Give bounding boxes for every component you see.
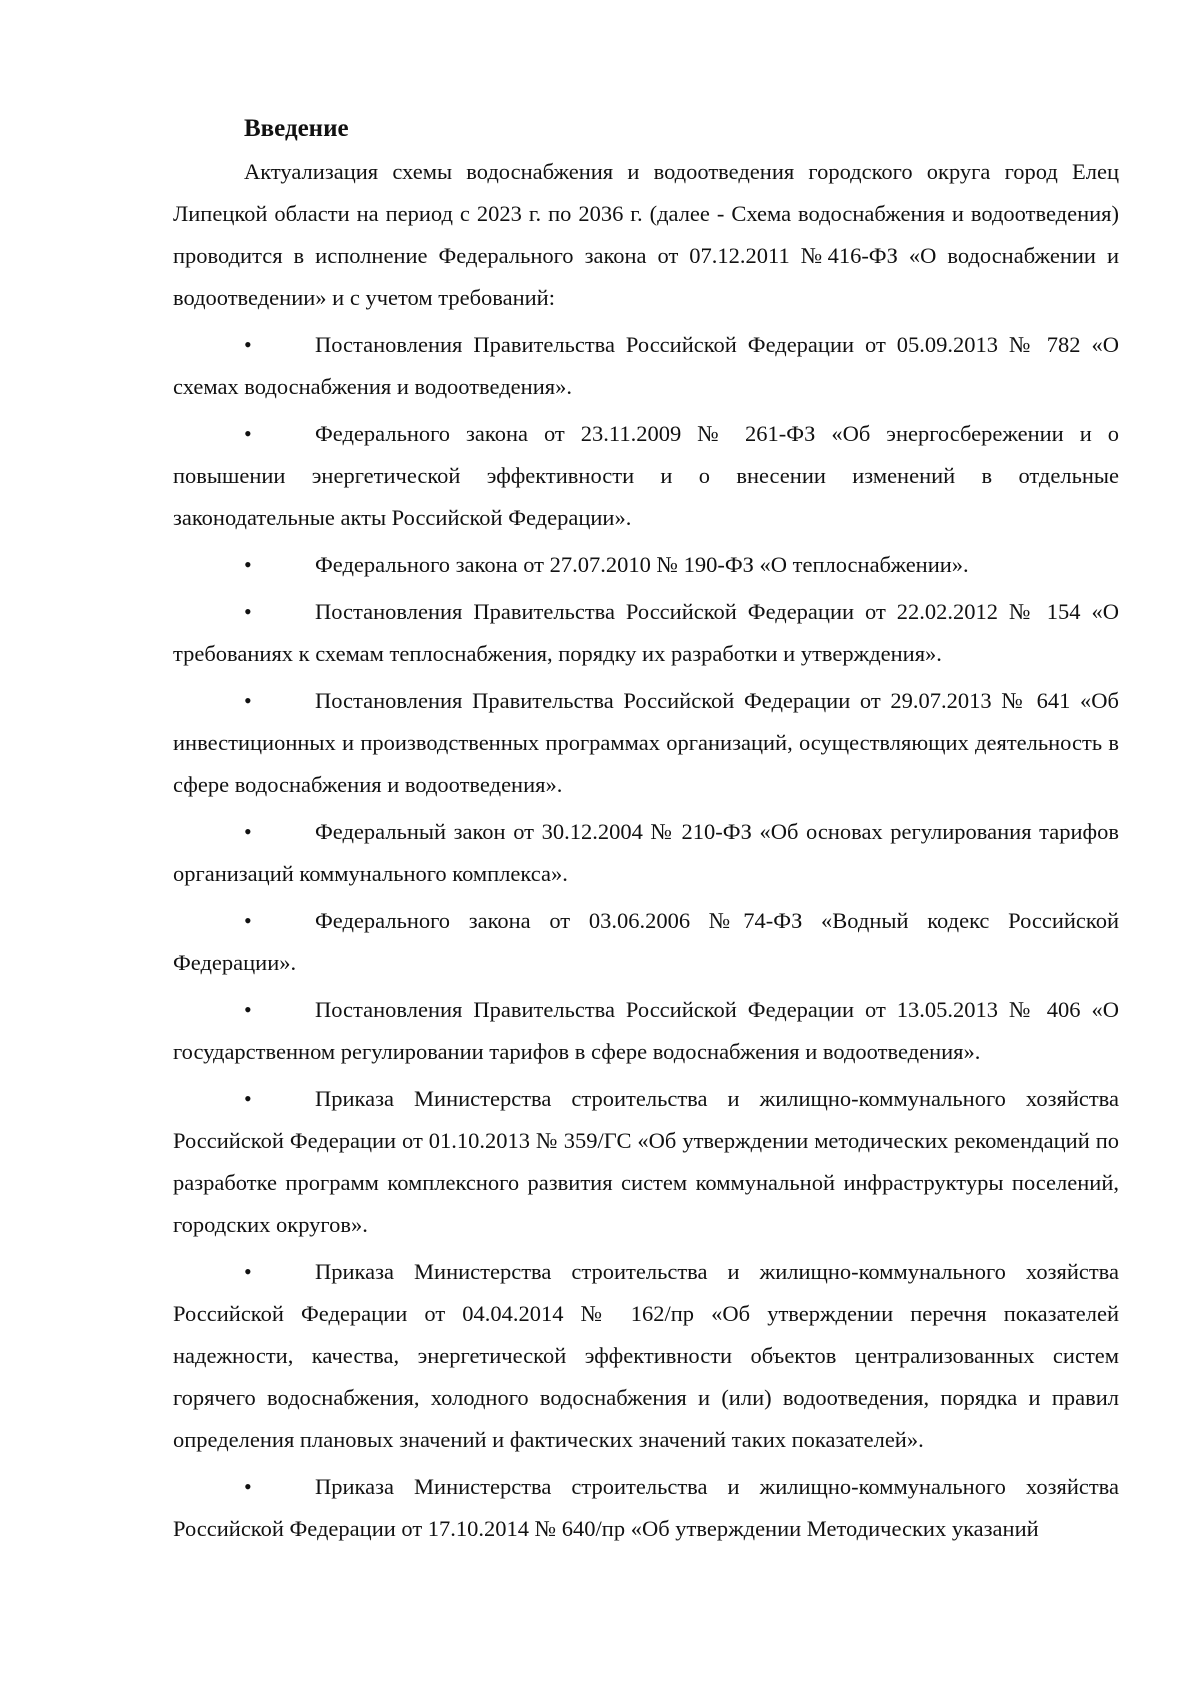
list-item-text: Постановления Правительства Российской Федерации от 13.05.2013 № 406 «О государственном регулировании тарифов в сфере водоснабжения и водоотведения». bbox=[173, 997, 1119, 1064]
bullet-icon: • bbox=[244, 1086, 252, 1111]
bullet-icon: • bbox=[244, 552, 252, 577]
list-item-text: Приказа Министерства строительства и жилищно-коммунального хозяйства Российской Федерации от 01.10.2013 № 359/ГС «Об утверждении методических рекомендаций по разработке программ комплексного развития систем коммунальной инфраструктуры поселений, городских округов». bbox=[173, 1086, 1119, 1237]
bullet-icon: • bbox=[244, 421, 252, 446]
list-item-text: Постановления Правительства Российской Федерации от 22.02.2012 № 154 «О требованиях к схемам теплоснабжения, порядку их разработки и утверждения». bbox=[173, 599, 1119, 666]
page-content bbox=[173, 112, 1119, 1550]
bullet-icon: • bbox=[244, 819, 252, 844]
list-item-text: Федеральный закон от 30.12.2004 № 210-ФЗ «Об основах регулирования тарифов организаций коммунального комплекса». bbox=[173, 819, 1119, 886]
intro-paragraph: Актуализация схемы водоснабжения и водоотведения городского округа город Елец Липецкой области на период с 2023 г. по 2036 г. (далее - Схема водоснабжения и водоотведения) проводится в исполнение Федерального закона от 07.12.2011 №416-ФЗ «О водоснабжении и водоотведении» и с учетом требований: bbox=[173, 159, 1119, 310]
requirements-list bbox=[173, 319, 1119, 1550]
bullet-icon: • bbox=[244, 332, 252, 357]
list-item bbox=[173, 539, 1119, 586]
bullet-icon: • bbox=[244, 599, 252, 624]
list-item bbox=[173, 1246, 1119, 1461]
list-item bbox=[173, 984, 1119, 1073]
list-item bbox=[173, 586, 1119, 675]
list-item bbox=[173, 408, 1119, 539]
bullet-icon: • bbox=[244, 1474, 252, 1499]
bullet-icon: • bbox=[244, 1259, 252, 1284]
list-item-text: Федерального закона от 27.07.2010 № 190-ФЗ «О теплоснабжении». bbox=[315, 552, 969, 577]
list-item-text: Приказа Министерства строительства и жилищно-коммунального хозяйства Российской Федерации от 04.04.2014 № 162/пр «Об утверждении перечня показателей надежности, качества, энергетической эффективности объектов централизованных систем горячего водоснабжения, холодного водоснабжения и (или) водоотведения, порядка и правил определения плановых значений и фактических значений таких показателей». bbox=[173, 1259, 1119, 1452]
list-item-text: Постановления Правительства Российской Федерации от 29.07.2013 № 641 «Об инвестиционных и производственных программах организаций, осуществляющих деятельность в сфере водоснабжения и водоотведения». bbox=[173, 688, 1119, 797]
list-item-text: Федерального закона от 03.06.2006 №74-ФЗ «Водный кодекс Российской Федерации». bbox=[173, 908, 1119, 975]
list-item bbox=[173, 319, 1119, 408]
list-item bbox=[173, 895, 1119, 984]
list-item-text: Постановления Правительства Российской Федерации от 05.09.2013 № 782 «О схемах водоснабжения и водоотведения». bbox=[173, 332, 1119, 399]
list-item bbox=[173, 1461, 1119, 1550]
bullet-icon: • bbox=[244, 688, 252, 713]
list-item bbox=[173, 675, 1119, 806]
section-heading: Введение bbox=[244, 115, 349, 142]
list-item bbox=[173, 806, 1119, 895]
list-item bbox=[173, 1073, 1119, 1246]
list-item-text: Федерального закона от 23.11.2009 № 261-ФЗ «Об энергосбережении и о повышении энергетической эффективности и о внесении изменений в отдельные законодательные акты Российской Федерации». bbox=[173, 421, 1119, 530]
list-item-text: Приказа Министерства строительства и жилищно-коммунального хозяйства Российской Федерации от 17.10.2014 № 640/пр «Об утверждении Методических указаний bbox=[173, 1474, 1119, 1541]
bullet-icon: • bbox=[244, 908, 252, 933]
bullet-icon: • bbox=[244, 997, 252, 1022]
